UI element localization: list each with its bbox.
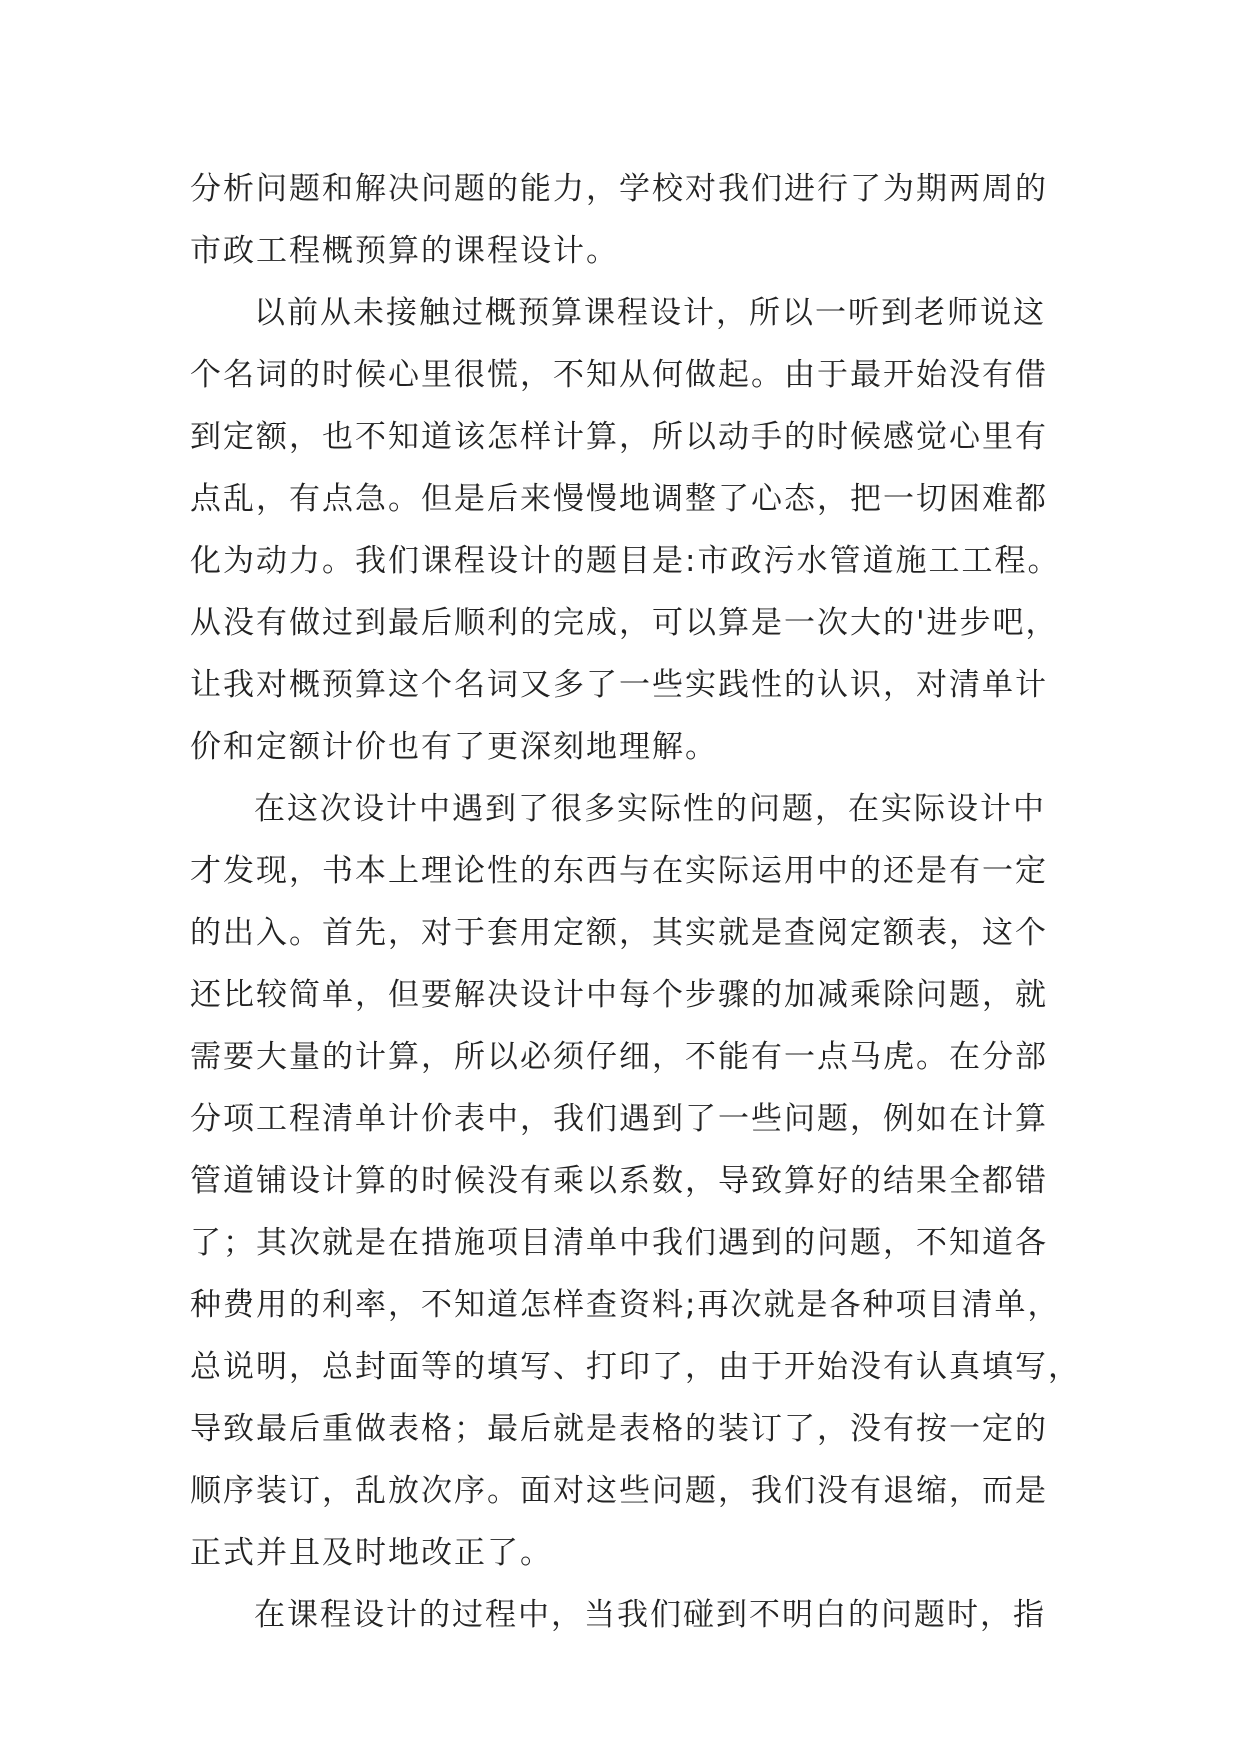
text-line: 导致最后重做表格；最后就是表格的装订了，没有按一定的 [190, 1411, 1048, 1447]
text-line: 价和定额计价也有了更深刻地理解。 [190, 729, 718, 765]
text-line: 化为动力。我们课程设计的题目是:市政污水管道施工工程。 [190, 543, 1061, 579]
text-line: 总说明，总封面等的填写、打印了，由于开始没有认真填写， [190, 1349, 1081, 1385]
paragraph-first-line: 以前从未接触过概预算课程设计，所以一听到老师说这 [254, 295, 1046, 331]
text-line: 还比较简单，但要解决设计中每个步骤的加减乘除问题，就 [190, 977, 1048, 1013]
text-line: 到定额，也不知道该怎样计算，所以动手的时候感觉心里有 [190, 419, 1048, 455]
text-line: 了；其次就是在措施项目清单中我们遇到的问题，不知道各 [190, 1225, 1048, 1261]
text-line: 管道铺设计算的时候没有乘以系数，导致算好的结果全都错 [190, 1163, 1048, 1199]
text-line: 顺序装订，乱放次序。面对这些问题，我们没有退缩，而是 [190, 1473, 1048, 1509]
text-line: 分析问题和解决问题的能力，学校对我们进行了为期两周的 [190, 171, 1048, 207]
text-line: 正式并且及时地改正了。 [190, 1535, 553, 1571]
text-line: 的出入。首先，对于套用定额，其实就是查阅定额表，这个 [190, 915, 1048, 951]
paragraph-first-line: 在课程设计的过程中，当我们碰到不明白的问题时，指 [254, 1597, 1046, 1633]
text-line: 从没有做过到最后顺利的完成，可以算是一次大的'进步吧， [190, 605, 1059, 641]
text-line: 需要大量的计算，所以必须仔细，不能有一点马虎。在分部 [190, 1039, 1048, 1075]
text-line: 让我对概预算这个名词又多了一些实践性的认识，对清单计 [190, 667, 1048, 703]
text-line: 点乱，有点急。但是后来慢慢地调整了心态，把一切困难都 [190, 481, 1048, 517]
text-line: 才发现，书本上理论性的东西与在实际运用中的还是有一定 [190, 853, 1048, 889]
text-line: 分项工程清单计价表中，我们遇到了一些问题，例如在计算 [190, 1101, 1048, 1137]
text-line: 个名词的时候心里很慌，不知从何做起。由于最开始没有借 [190, 357, 1048, 393]
body-text [190, 158, 1081, 1646]
text-line: 种费用的利率，不知道怎样查资料;再次就是各种项目清单， [190, 1287, 1061, 1323]
text-line: 市政工程概预算的课程设计。 [190, 233, 619, 269]
paragraph-first-line: 在这次设计中遇到了很多实际性的问题，在实际设计中 [254, 791, 1046, 827]
